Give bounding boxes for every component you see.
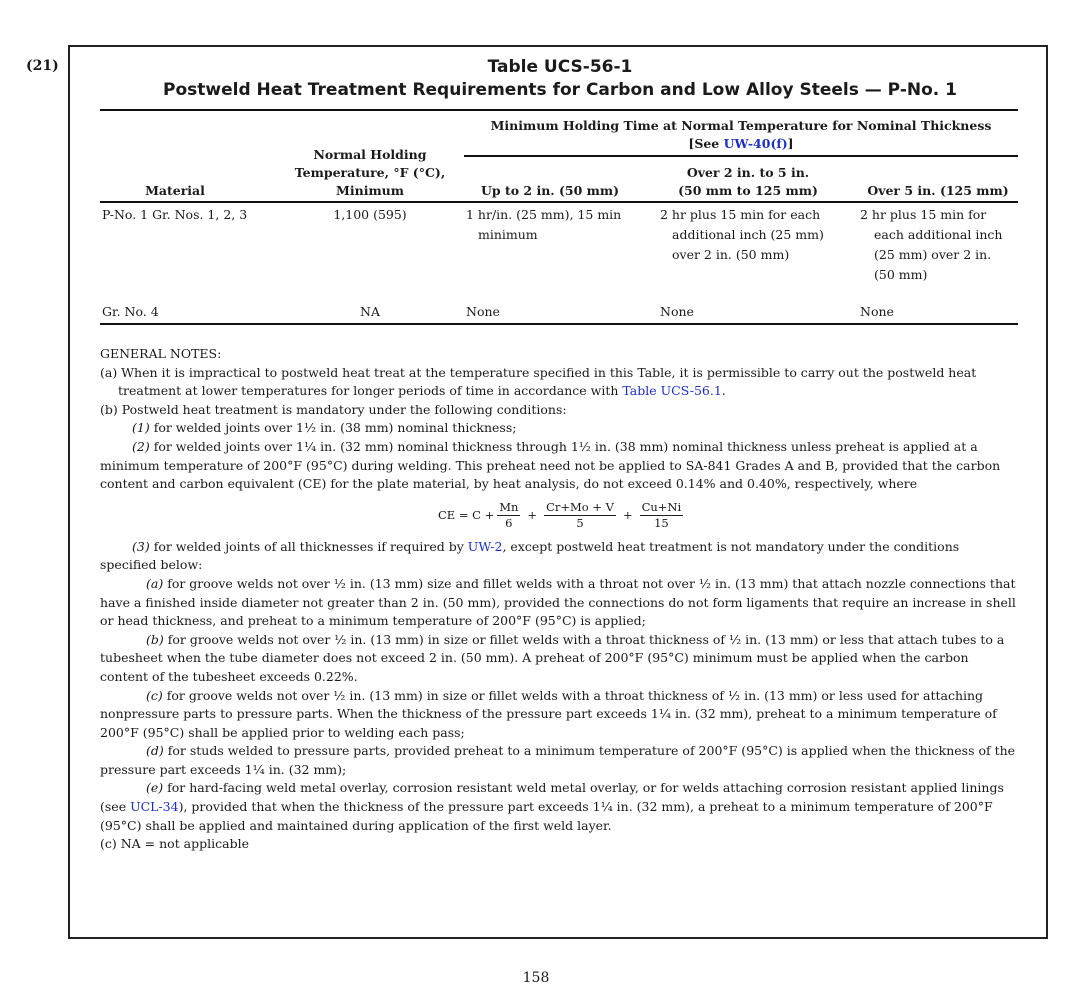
note-b3: (3) for welded joints of all thicknesses if required by UW-2, except postweld heat treatment is not mandatory under the conditions specified below: [100, 538, 960, 573]
title-rule [100, 109, 1018, 111]
table-ucs-56-1-link[interactable]: Table UCS-56.1 [622, 383, 722, 399]
row1-2-to-5: 2 hr plus 15 min for each additional inch (25 mm) over 2 in. (50 mm) [660, 207, 824, 262]
row1-over-5: 2 hr plus 15 min for each additional inch (25 mm) over 2 in. (50 mm) [860, 207, 1003, 282]
row2-over-5: None [860, 304, 894, 319]
general-notes [100, 345, 1018, 854]
group-header: Minimum Holding Time at Normal Temperature for Nominal Thickness [See UW-40(f)] [490, 118, 992, 151]
table-number: Table UCS-56-1 [487, 57, 633, 77]
header-over-5: Over 5 in. (125 mm) [867, 183, 1009, 198]
header-rule [100, 201, 1018, 203]
row2-up-to-2: None [466, 304, 500, 319]
uw-40f-link[interactable]: UW-40(f) [723, 136, 788, 151]
ucl-34-link[interactable]: UCL-34 [130, 799, 179, 815]
table-bottom-rule [100, 323, 1018, 325]
note-b1: (1) for welded joints over 1½ in. (38 mm) nominal thickness; [132, 420, 517, 436]
note-a: (a) When it is impractical to postweld heat treat at the temperature specified in this Table, it is permissible to carry out the postweld heat treatment at lower temperatures for longer periods of time in accordance with Table UCS-56.1. [100, 364, 977, 399]
row1-up-to-2: 1 hr/in. (25 mm), 15 min minimum [466, 207, 622, 242]
note-b3e: (e) for hard-facing weld metal overlay, corrosion resistant weld metal overlay, or for welds attaching corrosion resistant applied linings (see UCL-34), provided that when the thickness of the pressure part exceeds 1¼ in. (32 mm), a preheat to a minimum temperature of 200°F (95°C) shall be applied and maintained during application of the first weld layer. [100, 780, 1004, 833]
note-b: (b) Postweld heat treatment is mandatory under the following conditions: [100, 401, 567, 417]
edition-marker: (21) [26, 58, 59, 74]
uw-2-link[interactable]: UW-2 [467, 538, 503, 554]
note-b3d: (d) for studs welded to pressure parts, provided preheat to a minimum temperature of 200°F (95°C) is applied when the thickness of the pressure part exceeds 1¼ in. (32 mm); [100, 743, 1016, 777]
table-title: Postweld Heat Treatment Requirements for Carbon and Low Alloy Steels — P-No. 1 [163, 80, 957, 100]
header-material: Material [145, 183, 205, 198]
note-b3a: (a) for groove welds not over ½ in. (13 mm) size and fillet welds with a throat not over ½ in. (13 mm) that attach nozzle connections that have a finished inside diameter not greater than 2 in. (50 mm), provided the connections do not form ligaments that require an increase in shell or head thickness, and preheat to a minimum temperature of 200°F (95°C) is applied; [100, 575, 1016, 629]
row1-material: P-No. 1 Gr. Nos. 1, 2, 3 [102, 207, 248, 222]
row2-material: Gr. No. 4 [102, 304, 159, 319]
ce-formula: CE = C + $\frac{Mn}{6}$ + $\frac{Cr+Mo + V}{5}$ + $\frac{Cu+Ni}{15}$ [438, 500, 682, 531]
group-rule [464, 155, 1018, 157]
table-frame [68, 45, 1048, 939]
note-b3c: (c) for groove welds not over ½ in. (13 mm) in size or fillet welds with a throat thickness of ½ in. (13 mm) or less used for attaching nonpressure parts to pressure parts. When the thickness of the pressure part exceeds 1¼ in. (32 mm), preheat to a minimum temperature of 200°F (95°C) shall be applied prior to welding each pass; [100, 687, 997, 740]
header-temperature: Normal Holding Temperature, °F (°C), Minimum [294, 147, 446, 198]
header-up-to-2: Up to 2 in. (50 mm) [480, 183, 620, 198]
note-b2: (2) for welded joints over 1¼ in. (32 mm) nominal thickness through 1½ in. (38 mm) nominal thickness unless preheat is applied at a minimum temperature of 200°F (95°C) during welding. This preheat need not be applied to SA-841 Grades A and B, provided that the carbon content and carbon equivalent (CE) for the plate material, by heat analysis, do not exceed 0.14% and 0.40%, respectively, where [100, 438, 1001, 492]
notes-heading: GENERAL NOTES: [100, 346, 222, 361]
note-b3b: (b) for groove welds not over ½ in. (13 mm) in size or fillet welds with a throat thickness of ½ in. (13 mm) or less that attach tubes to a tubesheet when the tube diameter does not exceed 2 in. (50 mm). A preheat of 200°F (95°C) minimum must be applied when the carbon content of the tubesheet exceeds 0.22%. [100, 631, 1005, 684]
row2-2-to-5: None [660, 304, 694, 319]
page-number: 158 [522, 970, 550, 986]
row1-temperature: 1,100 (595) [333, 207, 407, 222]
note-c: (c) NA = not applicable [100, 836, 249, 852]
row2-temperature: NA [360, 304, 380, 319]
header-2-to-5: Over 2 in. to 5 in. (50 mm to 125 mm) [678, 165, 818, 198]
